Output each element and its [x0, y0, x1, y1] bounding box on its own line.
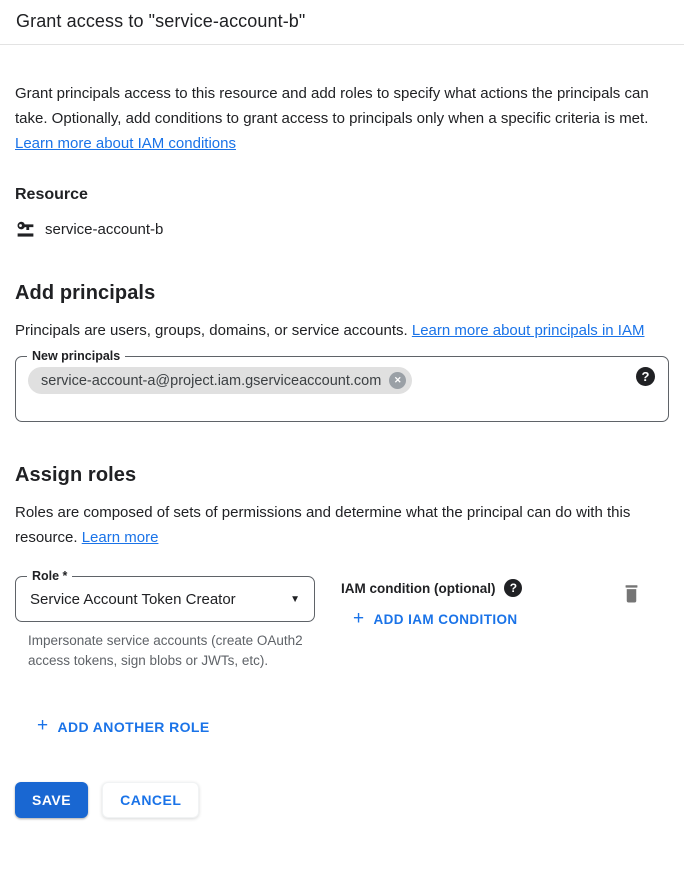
- assign-roles-heading: Assign roles: [15, 464, 137, 486]
- dialog-footer: [15, 782, 669, 818]
- new-principals-field[interactable]: [15, 349, 669, 422]
- resource-name: service-account-b: [45, 221, 164, 238]
- role-row: [15, 569, 669, 671]
- add-principals-heading: Add principals: [15, 282, 156, 304]
- principal-chip[interactable]: [28, 367, 412, 394]
- role-value: Service Account Token Creator: [30, 590, 236, 608]
- delete-role-button[interactable]: [622, 583, 641, 607]
- roles-description: [15, 500, 669, 550]
- role-select[interactable]: [15, 569, 315, 622]
- iam-conditions-link[interactable]: Learn more about IAM conditions: [15, 135, 236, 152]
- new-principals-label: New principals: [27, 348, 125, 365]
- delete-column: [622, 576, 641, 671]
- dialog-header: [0, 0, 684, 44]
- add-another-role-label: ADD ANOTHER ROLE: [57, 718, 210, 735]
- principal-chip-text: service-account-a@project.iam.gserviceaccount.com: [41, 372, 382, 389]
- iam-condition-label: IAM condition (optional): [341, 580, 496, 596]
- trash-icon: [622, 583, 641, 604]
- plus-icon: +: [37, 715, 49, 736]
- resource-row: [15, 219, 669, 240]
- principals-help-icon[interactable]: ?: [636, 367, 655, 386]
- dialog-title: Grant access to "service-account-b": [16, 11, 306, 31]
- iam-condition-label-row: [341, 579, 522, 597]
- role-column: [15, 569, 315, 671]
- plus-icon: +: [353, 608, 365, 629]
- role-label: Role *: [27, 568, 72, 585]
- cancel-button[interactable]: CANCEL: [102, 782, 199, 818]
- iam-condition-help-icon[interactable]: ?: [504, 579, 522, 597]
- service-account-icon: [15, 219, 36, 240]
- roles-learn-more-link[interactable]: Learn more: [81, 529, 159, 546]
- dialog-body: [0, 81, 684, 818]
- add-iam-condition-button[interactable]: [353, 610, 518, 629]
- roles-description-text: Roles are composed of sets of permissions and determine what the principal can do with this resource.: [15, 504, 631, 546]
- principals-description-text: Principals are users, groups, domains, or service accounts.: [15, 322, 408, 339]
- principals-description: [15, 318, 669, 343]
- header-divider: [0, 44, 684, 45]
- resource-heading: Resource: [15, 186, 88, 203]
- save-button[interactable]: SAVE: [15, 782, 88, 818]
- chevron-down-icon: ▼: [290, 593, 300, 605]
- chip-remove-icon[interactable]: ✕: [389, 372, 406, 389]
- add-iam-condition-label: ADD IAM CONDITION: [373, 612, 518, 627]
- add-another-role-button[interactable]: [37, 717, 210, 736]
- role-helper-text: Impersonate service accounts (create OAuth2 access tokens, sign blobs or JWTs, etc).: [28, 633, 303, 668]
- iam-condition-column: [341, 576, 522, 671]
- intro-text: Grant principals access to this resource and add roles to specify what actions the principals can take. Optionally, add conditions to grant access to principals only when a specific criteria is met.: [15, 85, 649, 127]
- principals-learn-more-link[interactable]: Learn more about principals in IAM: [411, 322, 645, 339]
- intro-paragraph: [15, 81, 669, 156]
